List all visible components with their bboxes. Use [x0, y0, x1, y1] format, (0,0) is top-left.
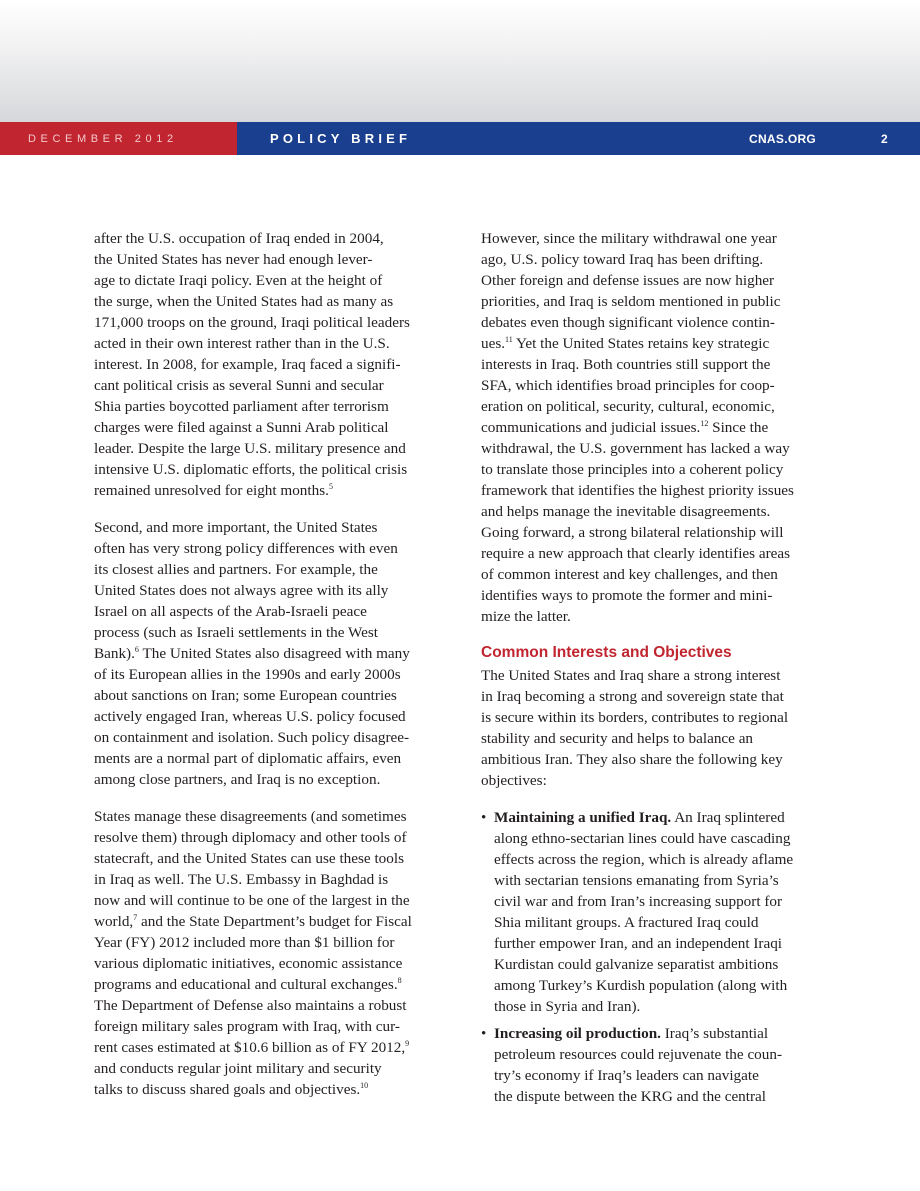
- text-line: [494, 1023, 829, 1044]
- text-line: along ethno-sectarian lines could have cascading: [494, 830, 791, 847]
- text-line: mize the latter.: [481, 608, 571, 625]
- text-line: is secure within its borders, contributes to regional: [481, 709, 789, 726]
- footnote-ref[interactable]: 12: [700, 419, 709, 428]
- header-shade: [0, 0, 920, 122]
- text-line: in Iraq as well. The U.S. Embassy in Baghdad is: [94, 871, 389, 888]
- paragraph: [94, 806, 446, 1100]
- text-line: civil war and from Iran’s increasing support for: [494, 893, 783, 910]
- bullet-marker: •: [481, 809, 487, 826]
- left-column: [94, 228, 446, 1116]
- text-line: Other foreign and defense issues are now higher: [481, 272, 775, 289]
- text-span: communications and judicial issues.: [481, 419, 701, 436]
- text-line: The United States and Iraq share a strong interest: [481, 667, 781, 684]
- date-panel: [0, 122, 237, 155]
- text-line: those in Syria and Iran).: [494, 998, 641, 1015]
- text-span: world,: [94, 913, 134, 930]
- bullet-marker: •: [481, 1025, 487, 1042]
- text-line: objectives:: [481, 772, 547, 789]
- site-link[interactable]: CNAS.ORG: [749, 131, 817, 146]
- text-line: in Iraq becoming a strong and sovereign state that: [481, 688, 784, 705]
- text-line: after the U.S. occupation of Iraq ended in 2004,: [94, 230, 384, 247]
- text-line: [94, 1037, 446, 1058]
- footnote-ref[interactable]: 10: [360, 1081, 369, 1090]
- text-line: leader. Despite the large U.S. military presence and: [94, 440, 406, 457]
- bullet-title: Maintaining a unified Iraq.: [494, 809, 672, 826]
- text-line: Israel on all aspects of the Arab-Israeli peace: [94, 603, 367, 620]
- text-line: [94, 974, 446, 995]
- text-line: further empower Iran, and an independent Iraqi: [494, 935, 783, 952]
- text-span: Since the: [708, 419, 769, 436]
- text-line: stability and security and helps to balance an: [481, 730, 754, 747]
- text-line: the dispute between the KRG and the central: [494, 1088, 767, 1105]
- text-span: and the State Department’s budget for Fiscal: [137, 913, 412, 930]
- text-line: withdrawal, the U.S. government has lacked a way: [481, 440, 790, 457]
- text-line: often has very strong policy differences with even: [94, 540, 398, 557]
- text-line: debates even though significant violence contin-: [481, 314, 775, 331]
- text-span: The United States also disagreed with many: [138, 645, 410, 662]
- bullet-item: [481, 1023, 829, 1107]
- text-span: Iraq’s substantial: [660, 1025, 769, 1042]
- text-line: the United States has never had enough lever-: [94, 251, 373, 268]
- text-line: effects across the region, which is already aflame: [494, 851, 794, 868]
- text-line: eration on political, security, cultural, economic,: [481, 398, 775, 415]
- text-line: petroleum resources could rejuvenate the coun-: [494, 1046, 783, 1063]
- text-line: Kurdistan could galvanize separatist ambitions: [494, 956, 779, 973]
- text-line: [494, 807, 829, 828]
- paragraph: [94, 228, 446, 501]
- text-line: [481, 333, 829, 354]
- text-line: The Department of Defense also maintains a robust: [94, 997, 407, 1014]
- bullet-title: Increasing oil production.: [494, 1025, 661, 1042]
- text-line: resolve them) through diplomacy and other tools of: [94, 829, 407, 846]
- text-line: United States does not always agree with its ally: [94, 582, 389, 599]
- footnote-ref[interactable]: 8: [397, 976, 402, 985]
- text-line: on containment and isolation. Such policy disagree-: [94, 729, 410, 746]
- text-line: interests in Iraq. Both countries still support the: [481, 356, 771, 373]
- text-line: to translate those principles into a coherent policy: [481, 461, 784, 478]
- text-span: ues.: [481, 335, 506, 352]
- paragraph: [94, 517, 446, 790]
- paragraph: [481, 228, 829, 627]
- paragraph: [481, 665, 829, 791]
- footnote-ref[interactable]: 7: [133, 913, 138, 922]
- text-line: its closest allies and partners. For example, the: [94, 561, 378, 578]
- text-span: rent cases estimated at $10.6 billion as of FY 2012,: [94, 1039, 406, 1056]
- text-line: framework that identifies the highest priority issues: [481, 482, 794, 499]
- text-line: actively engaged Iran, whereas U.S. policy focused: [94, 708, 406, 725]
- publication-type: POLICY BRIEF: [270, 131, 412, 146]
- text-line: [94, 911, 446, 932]
- page-number: 2: [881, 131, 888, 146]
- text-line: charges were filed against a Sunni Arab political: [94, 419, 389, 436]
- text-line: foreign military sales program with Iraq, with cur-: [94, 1018, 400, 1035]
- footnote-ref[interactable]: 5: [328, 482, 333, 491]
- text-line: acted in their own interest rather than in the U.S.: [94, 335, 390, 352]
- text-span: An Iraq splintered: [671, 809, 785, 826]
- text-line: [481, 417, 829, 438]
- text-line: Shia parties boycotted parliament after terrorism: [94, 398, 389, 415]
- text-line: Shia militant groups. A fractured Iraq could: [494, 914, 759, 931]
- footnote-ref[interactable]: 6: [134, 645, 139, 654]
- text-line: the surge, when the United States had as many as: [94, 293, 394, 310]
- text-span: programs and educational and cultural exchanges.: [94, 976, 398, 993]
- text-line: priorities, and Iraq is seldom mentioned in public: [481, 293, 781, 310]
- text-line: [94, 480, 446, 501]
- text-line: statecraft, and the United States can use these tools: [94, 850, 404, 867]
- text-line: ments are a normal part of diplomatic affairs, even: [94, 750, 402, 767]
- text-line: age to dictate Iraqi policy. Even at the height of: [94, 272, 383, 289]
- text-line: [94, 643, 446, 664]
- text-span: Bank).: [94, 645, 135, 662]
- text-line: SFA, which identifies broad principles for coop-: [481, 377, 775, 394]
- text-span: talks to discuss shared goals and objectives.: [94, 1081, 361, 1098]
- text-line: and conducts regular joint military and security: [94, 1060, 382, 1077]
- text-line: 171,000 troops on the ground, Iraqi political leaders: [94, 314, 410, 331]
- text-line: Second, and more important, the United States: [94, 519, 378, 536]
- bullet-item: [481, 807, 829, 1017]
- text-line: ago, U.S. policy toward Iraq has been drifting.: [481, 251, 764, 268]
- text-line: among close partners, and Iraq is no exception.: [94, 771, 381, 788]
- issue-date: DECEMBER 2012: [28, 132, 178, 145]
- text-line: require a new approach that clearly identifies areas: [481, 545, 791, 562]
- footnote-ref[interactable]: 9: [405, 1039, 410, 1048]
- text-line: about sanctions on Iran; some European countries: [94, 687, 397, 704]
- text-line: intensive U.S. diplomatic efforts, the political crisis: [94, 461, 408, 478]
- right-column: [481, 228, 829, 1113]
- section-heading: Common Interests and Objectives: [481, 644, 732, 661]
- text-line: process (such as Israeli settlements in the West: [94, 624, 379, 641]
- footnote-ref[interactable]: 11: [505, 335, 513, 344]
- title-panel: [237, 122, 920, 155]
- text-line: and helps manage the inevitable disagreements.: [481, 503, 771, 520]
- text-line: among Turkey’s Kurdish population (along with: [494, 977, 788, 994]
- header-banner: [0, 122, 920, 155]
- text-line: of its European allies in the 1990s and early 2000s: [94, 666, 401, 683]
- text-span: remained unresolved for eight months.: [94, 482, 329, 499]
- text-line: cant political crisis as several Sunni and secular: [94, 377, 384, 394]
- text-line: States manage these disagreements (and sometimes: [94, 808, 407, 825]
- text-line: However, since the military withdrawal one year: [481, 230, 777, 247]
- text-line: [94, 1079, 446, 1100]
- text-line: various diplomatic initiatives, economic assistance: [94, 955, 403, 972]
- text-span: Yet the United States retains key strategic: [512, 335, 770, 352]
- text-line: now and will continue to be one of the largest in the: [94, 892, 410, 909]
- text-line: interest. In 2008, for example, Iraq faced a signifi-: [94, 356, 401, 373]
- text-line: with sectarian tensions emanating from Syria’s: [494, 872, 779, 889]
- text-line: try’s economy if Iraq’s leaders can navigate: [494, 1067, 759, 1084]
- text-line: of common interest and key challenges, and then: [481, 566, 778, 583]
- text-line: ambitious Iran. They also share the following key: [481, 751, 783, 768]
- text-line: identifies ways to promote the former and mini-: [481, 587, 773, 604]
- text-line: Year (FY) 2012 included more than $1 billion for: [94, 934, 395, 951]
- text-line: Going forward, a strong bilateral relationship will: [481, 524, 784, 541]
